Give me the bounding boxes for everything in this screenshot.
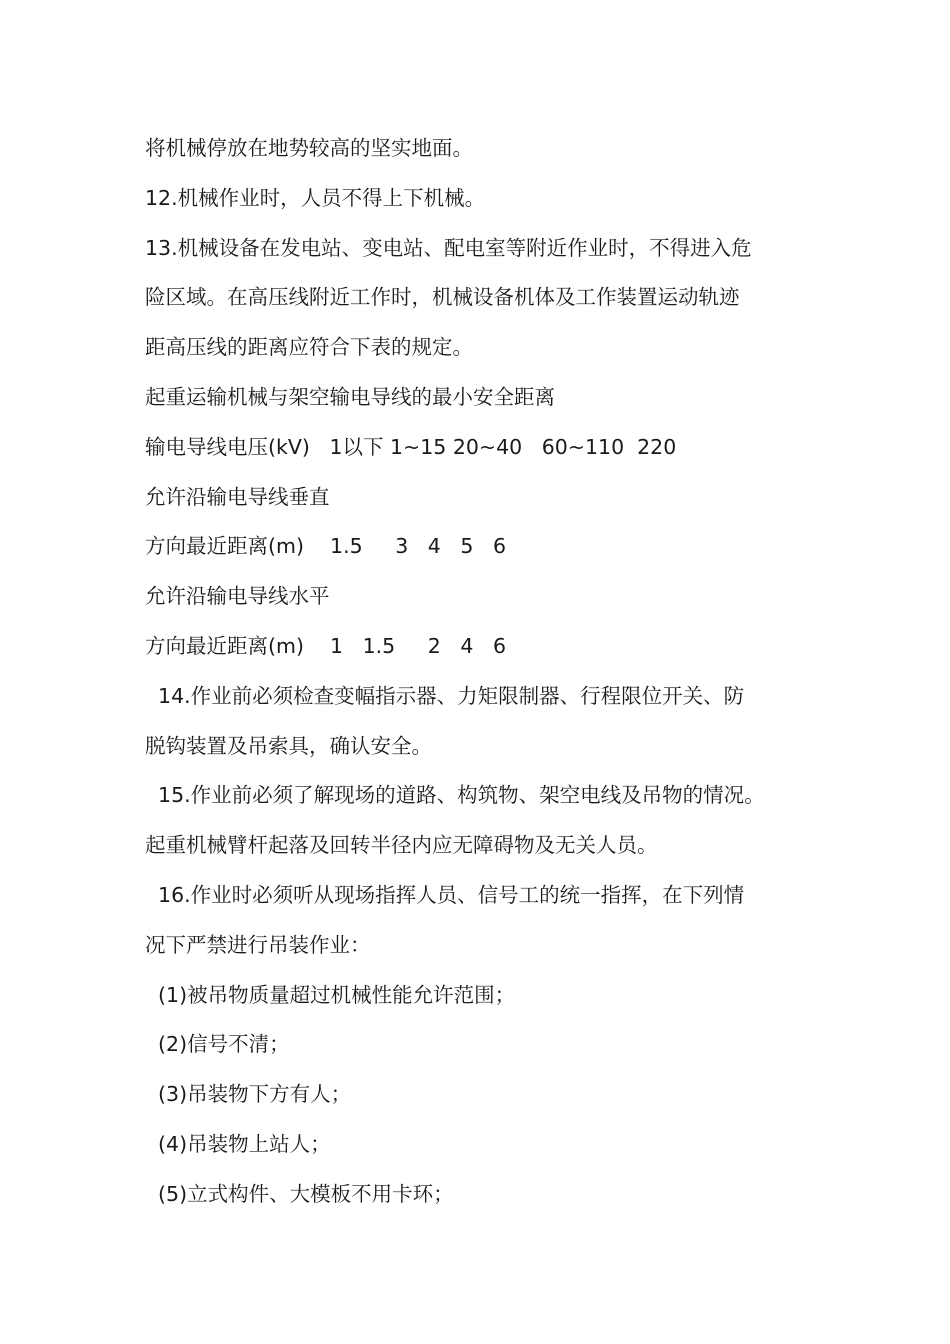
text-line: 脱钩装置及吊索具，确认安全。 — [145, 733, 432, 758]
list-item: (3)吊装物下方有人； — [145, 1082, 352, 1107]
text-line: 12.机械作业时，人员不得上下机械。 — [145, 185, 486, 210]
table-row-label: 允许沿输电导线水平 — [145, 584, 330, 609]
document-body — [145, 124, 835, 1220]
text-line: 15.作业前必须了解现场的道路、构筑物、架空电线及吊物的情况。 — [145, 783, 765, 808]
text-line: 险区域。在高压线附近工作时，机械设备机体及工作装置运动轨迹 — [145, 285, 740, 310]
text-line: 距高压线的距离应符合下表的规定。 — [145, 335, 473, 360]
list-item: (4)吊装物上站人； — [145, 1131, 331, 1156]
text-line: 16.作业时必须听从现场指挥人员、信号工的统一指挥，在下列情 — [145, 882, 745, 907]
list-item: (1)被吊物质量超过机械性能允许范围； — [145, 982, 516, 1007]
text-line: 况下严禁进行吊装作业： — [145, 932, 371, 957]
table-header-row: 输电导线电压(kV) 1以下 1~15 20~40 60~110 220 — [145, 434, 677, 459]
list-item: (5)立式构件、大模板不用卡环； — [145, 1181, 454, 1206]
table-row: 方向最近距离(m) 1 1.5 2 4 6 — [145, 633, 507, 658]
list-item: (2)信号不清； — [145, 1032, 290, 1057]
text-line: 起重机械臂杆起落及回转半径内应无障碍物及无关人员。 — [145, 833, 658, 858]
table-row: 方向最近距离(m) 1.5 3 4 5 6 — [145, 534, 507, 559]
text-line: 将机械停放在地势较高的坚实地面。 — [145, 136, 473, 160]
table-row-label: 允许沿输电导线垂直 — [145, 484, 330, 509]
text-line: 13.机械设备在发电站、变电站、配电室等附近作业时，不得进入危 — [145, 235, 752, 260]
table-title: 起重运输机械与架空输电导线的最小安全距离 — [145, 384, 555, 409]
text-line: 14.作业前必须检查变幅指示器、力矩限制器、行程限位开关、防 — [145, 683, 745, 708]
